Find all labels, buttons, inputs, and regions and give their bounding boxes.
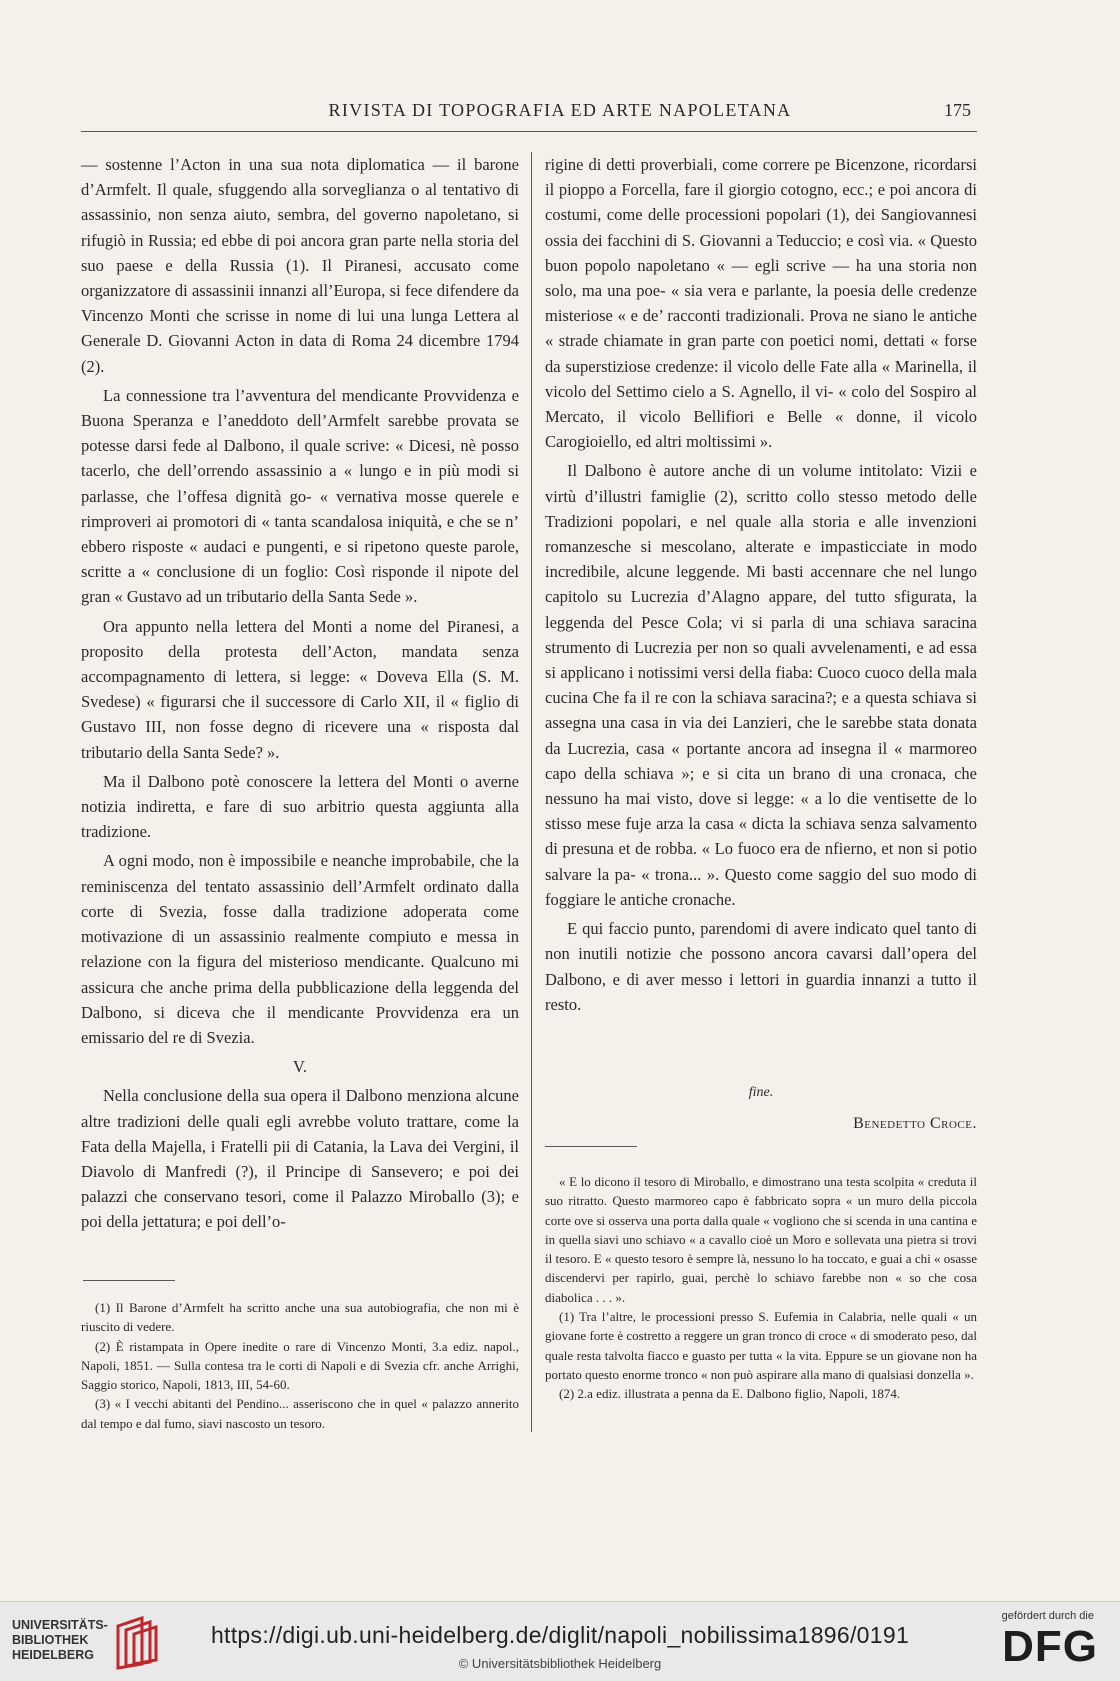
- fine-mark: fine.: [748, 1085, 774, 1100]
- header-rule: [81, 131, 977, 132]
- paragraph: Il Dalbono è autore anche di un volume intitolato: Vizii e virtù d’illustri famiglie (2), scritto collo stesso metodo delle Tradizioni popolari, e nel quale alla storia e alle invenzioni romanzesche si mescolano, alterate e impasticciate in modo incredibile, alcune leggende. Mi basti accennare che nel lungo capitolo su Lucrezia d’Alagno appare, del tutto sfigurata, la leggenda del Pesce Cola; vi si parla di una schiava saracina strumento di Lucrezia per non so quali avvelenamenti, e ad essa si applicano i notissimi versi della fiaba: Cuoco cuoco della mala cucina Che fa il re con la schiava saracina?; e a questa schiava si assegna una casa in via dei Lanzieri, che le sarebbe stata donata da Lucrezia, casa « portante ancora ad insegna il « marmoreo capo della schiava »; e si cita un brano di una cronaca, che nessuno ha mai visto, dove si legge: « a lo die ventisette de lo stisso mese fuje arza la casa « dicta la schiava senza salvamento di presuna et de robba. « Lo fuoco era de nfierno, et non si potio salvare la pa- « trona... ». Questo come saggio del suo modo di foggiare le antiche cronache.: [545, 461, 977, 909]
- paragraph: Ora appunto nella lettera del Monti a nome del Piranesi, a proposito della protesta dell’Acton, mandata senza accompagnamento di lettera, si legge: « Doveva Ella (S. M. Svedese) « figurarsi che il successore di Carlo XII, il « figlio di Gustavo III, non fosse degno di ricevere una « risposta dal tributario della Santa Sede? ».: [81, 616, 519, 762]
- running-header: RIVISTA DI TOPOGRAFIA ED ARTE NAPOLETANA: [328, 100, 792, 120]
- paragraph: rigine di detti proverbiali, come correre pe Bicenzone, ricordarsi il pioppo a Forcella, fare il giorgio cotogno, ecc.; e poi ancora di costumi, come delle processioni popolari (1), dei Sangiovannesi ossia dei facchini di S. Giovanni a Teduccio; e così via. « Questo buon popolo napoletano « — egli scrive — ha una storia non solo, ma una poe- « sia vera e parlante, la poesia delle credenze misteriose « e de’ racconti tradizionali. Prova ne siano le antiche « strade chiamate in gran parte con poetici nomi, dettati « forse da superstiziose credenze: il vicolo delle Fate alla « Marinella, il vicolo del Settimo cielo a S. Agnello, il vi- « colo del Sospiro al Mercato, il vicolo Bellifiori e Belle « donne, il vicolo Carogioiello, ed altri moltissimi ».: [545, 155, 977, 452]
- footnotes-right: [545, 1172, 977, 1404]
- library-logo-text[interactable]: UNIVERSITÄTS- BIBLIOTHEK HEIDELBERG: [12, 1618, 108, 1662]
- footnote-rule: [83, 1280, 175, 1281]
- footnote: « E lo dicono il tesoro di Miroballo, e dimostrano una testa scolpita « creduta il suo ritratto. Questo marmoreo capo è fabbricato sopra « un muro della piccola corte ove si osserva una porta dalla quale « vogliono che si scenda in una cantina e in quella siavi uno schiavo « a cavallo cioè un Moro e sollevata una pietra si trovi il tesoro. E « questo tesoro è sempre là, nessuno lo ha toccato, e guai a chi « osasse discendervi per rapirlo, guai, perchè lo schiavo farebbe non « so che cosa diabolica . . . ».: [545, 1174, 977, 1305]
- section-heading: V.: [293, 1057, 307, 1077]
- paragraph: Ma il Dalbono potè conoscere la lettera del Monti o averne notizia indiretta, e fare di suo arbitrio questa aggiunta alla tradizione.: [81, 771, 519, 842]
- footnote: (2) È ristampata in Opere inedite o rare di Vincenzo Monti, 3.a ediz. napol., Napoli, 1851. — Sulla contesa tra le corti di Napoli e di Svezia cfr. anche Arrighi, Saggio storico, Napoli, 1813, III, 54-60.: [81, 1338, 519, 1393]
- footnote: (1) Il Barone d’Armfelt ha scritto anche una sua autobiografia, che non mi è riuscito di vedere.: [81, 1300, 519, 1335]
- paragraph: Nella conclusione della sua opera il Dalbono menziona alcune altre tradizioni delle quali egli avrebbe voluto trattare, come la Fata della Majella, i Fratelli pii di Catania, la Lava dei Vergini, il Diavolo di Manfredi (?), il Principe di Sansevero; e poi dei palazzi che conservano tesori, come il Palazzo Miroballo (3); e poi della jettatura; e poi dell’o-: [81, 1086, 519, 1232]
- paragraph: La connessione tra l’avventura del mendicante Provvidenza e Buona Speranza e l’aneddoto dell’Armfelt sarebbe provata se potesse darsi fede al Dalbono, il quale scrive: « Dicesi, nè posso tacerlo, che dell’orrendo assassinio a « lungo e in più modi si parlasse, che l’offesa dignità go- « vernativa mosse querele e rimproveri ai promotori di « tanta scandalosa iniquità, e che se n’ ebbero risposte « audaci e pungenti, e si ripetono queste parole, scritte a « conclusione di un foglio: Così risponde il nipote del gran « Gustavo ad un tributario della Santa Sede ».: [81, 385, 519, 607]
- right-column: [545, 152, 977, 1017]
- dfg-logo[interactable]: DFG: [1002, 1622, 1098, 1671]
- column-divider: [531, 152, 532, 1432]
- permalink-url[interactable]: https://digi.ub.uni-heidelberg.de/diglit/napoli_nobilissima1896/0191: [210, 1622, 910, 1648]
- left-column: [81, 152, 519, 1235]
- viewer-footer: [0, 1601, 1120, 1681]
- paragraph: A ogni modo, non è impossibile e neanche improbabile, che la reminiscenza del tentato assassinio dell’Armfelt ordinato dalla corte di Svezia, fosse dalla tradizione adoperata come motivazione di un assassinio realmente compiuto e messa in relazione con la figura del misterioso mendicante. Qualcuno mi assicura che anche prima della pubblicazione della leggenda del Dalbono, si diceva che il mendicante Provvidenza era un emissario del re di Svezia.: [81, 851, 519, 1047]
- page-number: 175: [944, 100, 971, 120]
- footnotes-left: [81, 1298, 519, 1433]
- footnote: (3) « I vecchi abitanti del Pendino... asseriscono che in quel « palazzo annerito dal tempo e dal fumo, siavi nascosto un tesoro.: [81, 1396, 519, 1431]
- paragraph: — sostenne l’Acton in una sua nota diplomatica — il barone d’Armfelt. Il quale, sfuggendo alla sorveglianza o al tentativo di assassinio, non senza aiuto, sembra, del governo napoletano, si rifugiò in Russia; ed ebbe di poi ancora gran parte nella storia del suo paese e della Russia (1). Il Piranesi, accusato come organizzatore di assassinii innanzi all’Europa, si fece difendere da Vincenzo Monti che scrisse in nome di lui una lunga Lettera al Generale D. Giovanni Acton in data di Roma 24 dicembre 1794 (2).: [81, 155, 519, 376]
- paragraph: E qui faccio punto, parendomi di avere indicato quel tanto di non inutili notizie che possono ancora cavarsi dall’opera del Dalbono, e di aver messo i lettori in guardia innanzi a tutto il resto.: [545, 919, 977, 1014]
- footnote: (2) 2.a ediz. illustrata a penna da E. Dalbono figlio, Napoli, 1874.: [559, 1386, 901, 1402]
- footnote-rule: [545, 1146, 637, 1147]
- copyright-notice: © Universitätsbibliothek Heidelberg: [458, 1656, 662, 1671]
- footnote: (1) Tra l’altre, le processioni presso S. Eufemia in Calabria, nelle quali « un giovane forte è costretto a reggere un gran tronco di croce « di smoderato peso, dal quale resta talvolta fiacco e guasto per tutta « la vita. Eppure se un giovane non ha portato questo enorme tronco « non può aspirare alla mano di qualsiasi donzella ».: [545, 1309, 977, 1382]
- funding-label: gefördert durch die: [1001, 1610, 1094, 1622]
- author-signature: Benedetto Croce.: [853, 1115, 977, 1132]
